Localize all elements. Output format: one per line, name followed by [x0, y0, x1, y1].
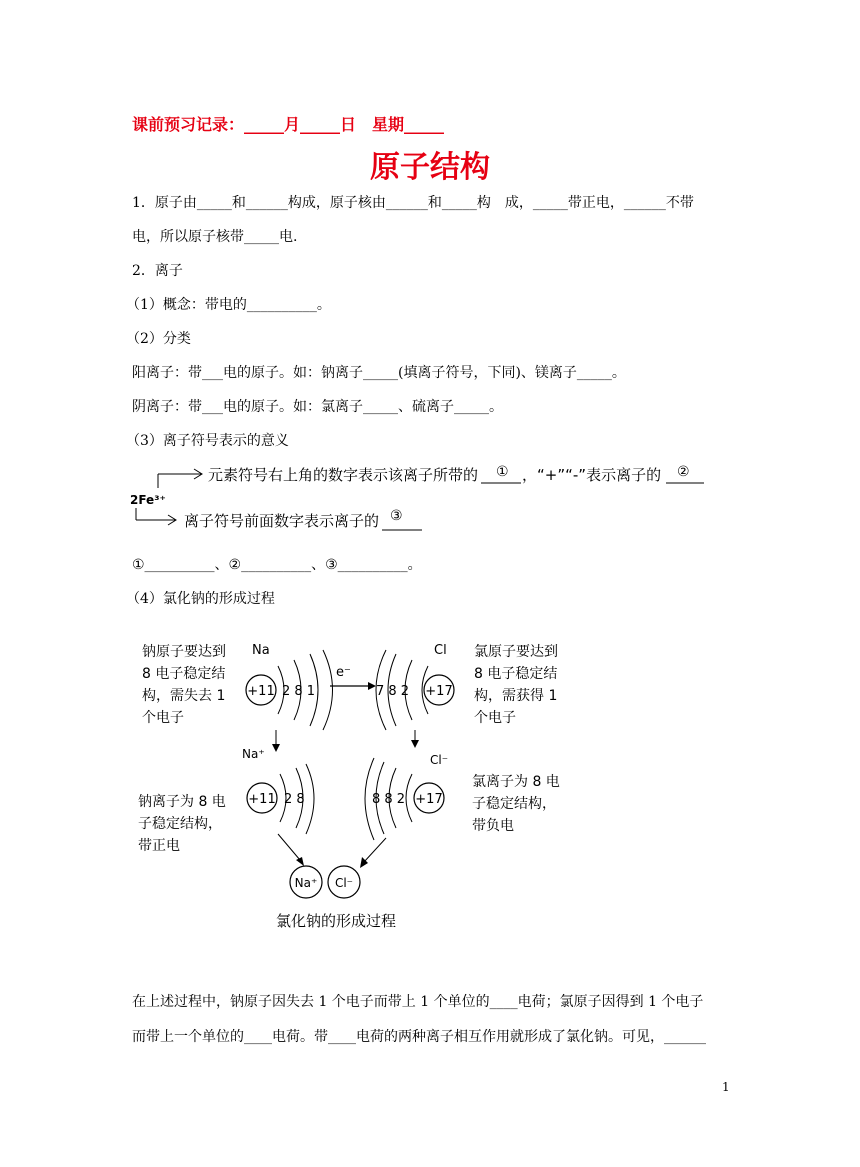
cl-atom: [376, 643, 454, 730]
na-label: Na: [252, 643, 270, 658]
page-title: 原子结构: [370, 150, 490, 185]
page-number: 1: [722, 1080, 730, 1094]
product-cl-label: Cl⁻: [334, 876, 354, 890]
na-ion: [242, 747, 314, 834]
cation-line: 阳离子：带___电的原子。如：钠离子_____(填离子符号，下同)、镁离子_____。: [132, 365, 626, 381]
arrow1b-text: ，“+”“-”表示离子的: [522, 466, 662, 484]
q1-line1: 1．原子由_____和______构成，原子核由______和_____构 成，_____带正电，______不带: [132, 195, 694, 211]
na-ion-note-2: 子稳定结构，: [138, 816, 222, 832]
cl-label: Cl: [434, 643, 447, 658]
ion-meaning-heading: （3）离子符号表示的意义: [126, 433, 289, 449]
cl-ion-note-2: 子稳定结构，: [472, 796, 556, 812]
q2-heading: 2．离子: [132, 263, 183, 279]
electron-label: e⁻: [336, 665, 351, 680]
na-ion-note-1: 钠离子为 8 电: [138, 794, 226, 810]
na-note-4: 个电子: [142, 710, 184, 726]
nacl-formation-diagram: [128, 628, 598, 938]
na-ion-note-3: 带正电: [138, 838, 180, 854]
product-na-label: Na⁺: [294, 876, 318, 890]
na-shells: 2 8 1: [282, 684, 316, 699]
circle-3-mark: ③: [390, 508, 403, 524]
cl-ion-label: Cl⁻: [430, 753, 449, 767]
q2-concept: （1）概念：带电的__________。: [126, 297, 331, 313]
na-atom: [246, 643, 333, 730]
ion-symbol: 2Fe³⁺: [130, 493, 166, 507]
na-note-2: 8 电子稳定结: [142, 666, 226, 682]
arrow2-text: 离子符号前面数字表示离子的: [184, 512, 380, 530]
na-note-3: 构，需失去 1: [142, 688, 226, 704]
cl-note-4: 个电子: [474, 710, 516, 726]
na-ion-shells: 2 8: [284, 792, 305, 807]
circle-2-mark: ②: [677, 464, 690, 480]
cl-note-3: 构，需获得 1: [474, 688, 558, 704]
para-line2: 而带上一个单位的____电荷。带____电荷的两种离子相互作用就形成了氯化钠。可见，______: [132, 1029, 706, 1045]
nacl-product: [290, 866, 360, 898]
ion-symbol-diagram: [128, 458, 728, 542]
q1-line2: 电，所以原子核带_____电.: [132, 229, 298, 245]
cl-note-1: 氯原子要达到: [474, 644, 558, 660]
cl-shells: 7 8 2: [376, 684, 410, 699]
cl-ion: [365, 753, 448, 840]
anion-line: 阴离子：带___电的原子。如：氯离子_____、硫离子_____。: [132, 399, 503, 415]
na-note-1: 钠原子要达到: [142, 644, 226, 660]
answers-line: ①__________、②__________、③__________。: [132, 557, 422, 573]
diagram-caption: 氯化钠的形成过程: [276, 912, 397, 930]
na-nucleus-charge: +11: [247, 684, 275, 699]
circle-1-mark: ①: [496, 464, 509, 480]
na-ion-label: Na⁺: [242, 747, 265, 761]
cl-ion-nucleus-charge: +17: [415, 792, 443, 807]
para-line1: 在上述过程中，钠原子因失去 1 个电子而带上 1 个单位的____电荷；氯原子因得到 1 个电子: [132, 994, 704, 1010]
q2-classify: （2）分类: [126, 331, 191, 347]
cl-ion-note-3: 带负电: [472, 818, 514, 834]
cl-ion-shells: 8 8 2: [372, 792, 406, 807]
cl-note-2: 8 电子稳定结: [474, 666, 558, 682]
na-ion-nucleus-charge: +11: [248, 792, 276, 807]
cl-nucleus-charge: +17: [425, 684, 453, 699]
preview-record-header: 课前预习记录：_____月_____日 星期_____: [132, 115, 445, 134]
nacl-heading: （4）氯化钠的形成过程: [126, 591, 275, 607]
cl-ion-note-1: 氯离子为 8 电: [472, 774, 560, 790]
arrow1-text: 元素符号右上角的数字表示该离子所带的: [208, 466, 479, 484]
